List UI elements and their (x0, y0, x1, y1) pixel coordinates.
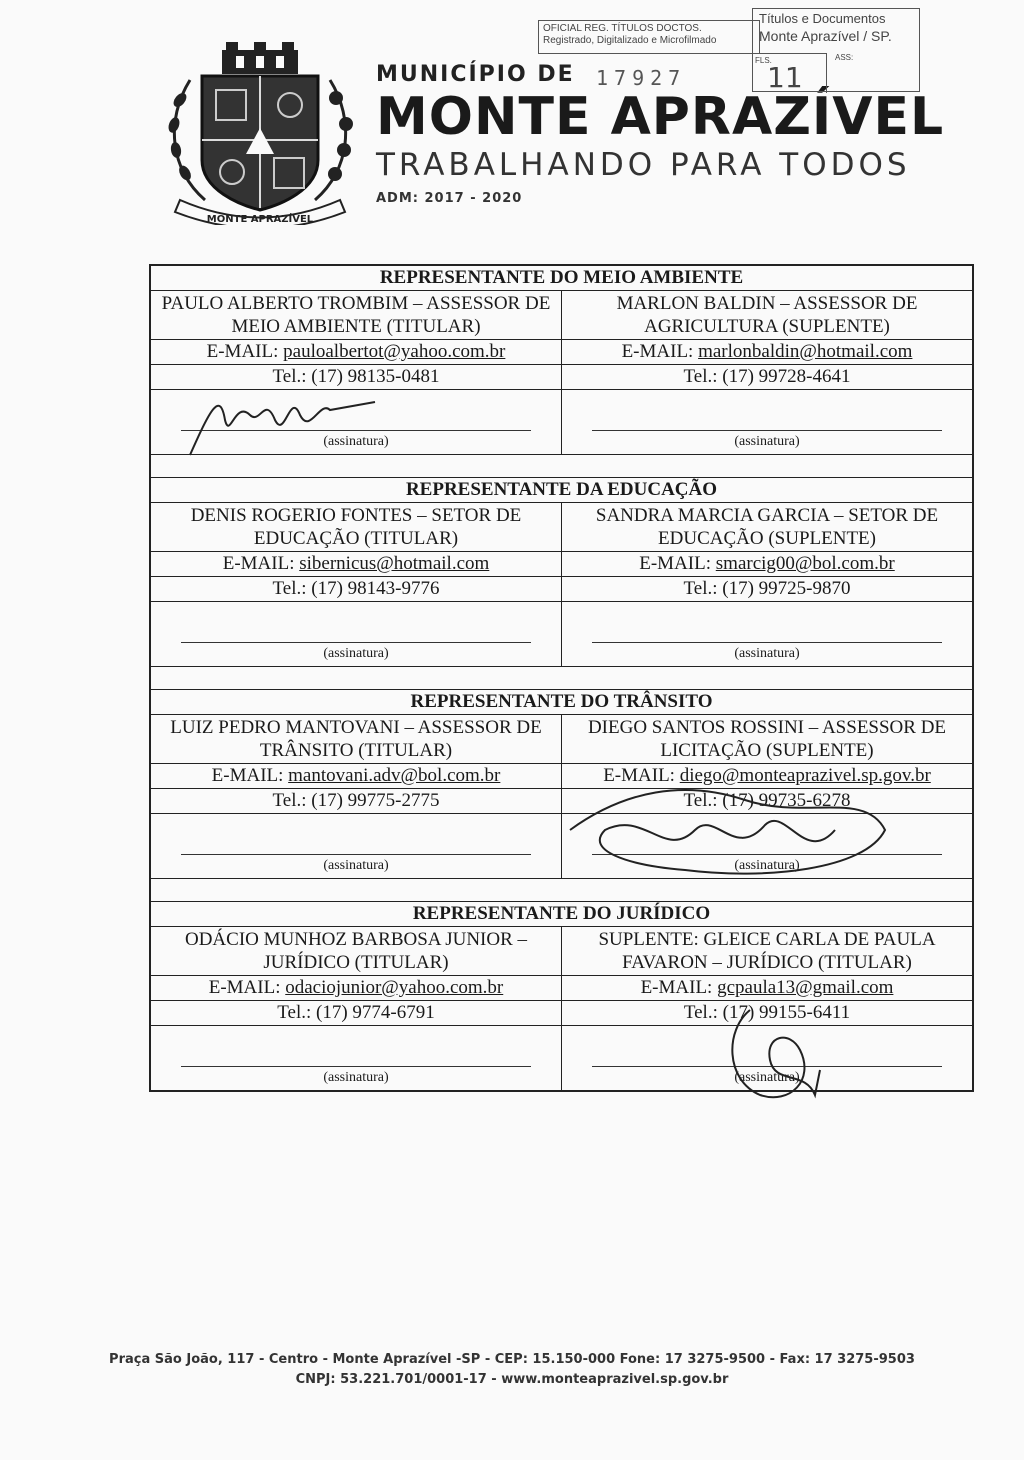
email-link[interactable]: diego@monteaprazivel.sp.gov.br (679, 765, 931, 786)
registry-stamp (538, 20, 760, 54)
left-tel-cell (151, 365, 561, 389)
right-email-cell (561, 764, 972, 788)
left-tel-cell (151, 1001, 561, 1025)
office-stamp (752, 8, 920, 92)
signature-row (151, 814, 972, 879)
right-name-cell (561, 927, 972, 975)
signature-row (151, 1026, 972, 1090)
signature-line (592, 642, 942, 643)
right-name-cell (561, 291, 972, 339)
section-1 (151, 477, 972, 689)
signature-label: (assinatura) (323, 646, 389, 661)
email-label: E-MAIL: (621, 341, 694, 362)
registry-stamp-line2: Registrado, Digitalizado e Microfilmado (543, 35, 717, 46)
section-2 (151, 689, 972, 901)
representatives-table (149, 264, 974, 1092)
left-tel-cell (151, 577, 561, 601)
name-text: SANDRA MARCIA GARCIA – SETOR DE EDUCAÇÃO (SUPLENTE) (595, 505, 939, 549)
email-label: E-MAIL: (208, 977, 281, 998)
email-row (151, 340, 972, 365)
section-title: REPRESENTANTE DO JURÍDICO (151, 902, 972, 927)
right-name-cell (561, 715, 972, 763)
signature-row (151, 390, 972, 455)
tel-text: Tel.: (17) 99725-9870 (683, 578, 851, 599)
municipio-label: MUNICÍPIO DE (376, 62, 575, 87)
office-stamp-city: Monte Aprazível / SP. (759, 28, 892, 44)
tel-text: Tel.: (17) 99735-6278 (683, 790, 851, 811)
signature-label: (assinatura) (323, 858, 389, 873)
signature-row (151, 602, 972, 667)
left-email-cell (151, 552, 561, 576)
email-link[interactable]: mantovani.adv@bol.com.br (288, 765, 501, 786)
right-tel-cell (561, 577, 972, 601)
email-row (151, 976, 972, 1001)
section-0 (151, 266, 972, 477)
name-row (151, 715, 972, 764)
right-sign-cell (561, 602, 972, 666)
right-email-cell (561, 340, 972, 364)
left-sign-cell (151, 602, 561, 666)
left-name-cell (151, 503, 561, 551)
right-tel-cell (561, 789, 972, 813)
left-name-cell (151, 715, 561, 763)
tel-text: Tel.: (17) 99155-6411 (683, 1002, 851, 1023)
section-title: REPRESENTANTE DA EDUCAÇÃO (151, 478, 972, 503)
left-email-cell (151, 976, 561, 1000)
section-spacer (151, 879, 972, 901)
fls-number: 11 (767, 61, 803, 94)
name-text: DENIS ROGERIO FONTES – SETOR DE EDUCAÇÃO (TITULAR) (190, 505, 522, 549)
name-text: PAULO ALBERTO TROMBIM – ASSESSOR DE MEIO AMBIENTE (TITULAR) (161, 293, 551, 337)
left-name-cell (151, 291, 561, 339)
right-sign-cell (561, 390, 972, 454)
administration-period: ADM: 2017 - 2020 (376, 191, 523, 206)
right-sign-cell (561, 814, 972, 878)
name-row (151, 291, 972, 340)
email-label: E-MAIL: (211, 765, 284, 786)
tel-text: Tel.: (17) 99775-2775 (272, 790, 440, 811)
signature-line (181, 854, 531, 855)
signature-label: (assinatura) (734, 434, 800, 449)
tel-text: Tel.: (17) 9774-6791 (277, 1002, 435, 1023)
left-email-cell (151, 764, 561, 788)
registry-stamp-line1: OFICIAL REG. TÍTULOS DOCTOS. (543, 23, 702, 34)
tel-row (151, 1001, 972, 1026)
signature-label: (assinatura) (323, 434, 389, 449)
right-email-cell (561, 552, 972, 576)
signature-line (592, 854, 942, 855)
crest-banner-text: MONTE APRAZÍVEL (206, 214, 314, 225)
tel-text: Tel.: (17) 99728-4641 (683, 366, 851, 387)
email-label: E-MAIL: (640, 977, 713, 998)
signature-line (592, 430, 942, 431)
email-label: E-MAIL: (222, 553, 295, 574)
name-text: MARLON BALDIN – ASSESSOR DE AGRICULTURA (SUPLENTE) (616, 293, 918, 337)
municipal-coat-of-arms (160, 40, 360, 225)
name-row (151, 503, 972, 552)
right-tel-cell (561, 1001, 972, 1025)
tel-text: Tel.: (17) 98135-0481 (272, 366, 440, 387)
left-name-cell (151, 927, 561, 975)
right-sign-cell (561, 1026, 972, 1090)
section-3 (151, 901, 972, 1090)
section-spacer (151, 455, 972, 477)
name-row (151, 927, 972, 976)
footer-cnpj: CNPJ: 53.221.701/0001-17 - www.monteaprazivel.sp.gov.br (295, 1372, 729, 1387)
signature-label: (assinatura) (734, 858, 800, 873)
left-tel-cell (151, 789, 561, 813)
name-text: LUIZ PEDRO MANTOVANI – ASSESSOR DE TRÂNSITO (TITULAR) (170, 717, 542, 761)
registration-number: 17927 (596, 66, 687, 90)
fls-label: FLS. (755, 56, 772, 65)
name-text: DIEGO SANTOS ROSSINI – ASSESSOR DE LICITAÇÃO (SUPLENTE) (587, 717, 947, 761)
signature-line (181, 642, 531, 643)
signature-label: (assinatura) (734, 646, 800, 661)
email-link[interactable]: gcpaula13@gmail.com (717, 977, 894, 998)
left-email-cell (151, 340, 561, 364)
email-label: E-MAIL: (603, 765, 675, 786)
email-link[interactable]: smarcig00@bol.com.br (715, 553, 895, 574)
tel-row (151, 577, 972, 602)
email-link[interactable]: marlonbaldin@hotmail.com (698, 341, 913, 362)
ass-label: ASS: (835, 53, 854, 62)
city-name: MONTE APRAZÍVEL (376, 87, 945, 147)
signature-label: (assinatura) (323, 1070, 389, 1085)
email-link[interactable]: sibernicus@hotmail.com (299, 553, 490, 574)
left-sign-cell (151, 814, 561, 878)
left-sign-cell (151, 1026, 561, 1090)
name-text: ODÁCIO MUNHOZ BARBOSA JUNIOR – JURÍDICO (TITULAR) (184, 929, 528, 973)
signature-line (181, 430, 531, 431)
email-label: E-MAIL: (639, 553, 712, 574)
tel-row (151, 365, 972, 390)
tel-row (151, 789, 972, 814)
email-row (151, 764, 972, 789)
slogan: TRABALHANDO PARA TODOS (376, 147, 911, 183)
email-label: E-MAIL: (206, 341, 279, 362)
name-text: SUPLENTE: GLEICE CARLA DE PAULA FAVARON – JURÍDICO (TITULAR) (598, 929, 936, 973)
tel-text: Tel.: (17) 98143-9776 (272, 578, 440, 599)
section-title: REPRESENTANTE DO TRÂNSITO (151, 690, 972, 715)
office-stamp-title: Títulos e Documentos (759, 11, 886, 26)
email-link[interactable]: odaciojunior@yahoo.com.br (285, 977, 504, 998)
section-spacer (151, 667, 972, 689)
signature-line (592, 1066, 942, 1067)
email-link[interactable]: pauloalbertot@yahoo.com.br (283, 341, 506, 362)
email-row (151, 552, 972, 577)
left-sign-cell (151, 390, 561, 454)
signature-line (181, 1066, 531, 1067)
footer (0, 1350, 1024, 1390)
right-email-cell (561, 976, 972, 1000)
right-name-cell (561, 503, 972, 551)
section-title: REPRESENTANTE DO MEIO AMBIENTE (151, 266, 972, 291)
footer-address: Praça São João, 117 - Centro - Monte Aprazível -SP - CEP: 15.150-000 Fone: 17 3275-9500 - Fax: 17 3275-9503 (109, 1352, 915, 1367)
signature-label: (assinatura) (734, 1070, 800, 1085)
right-tel-cell (561, 365, 972, 389)
